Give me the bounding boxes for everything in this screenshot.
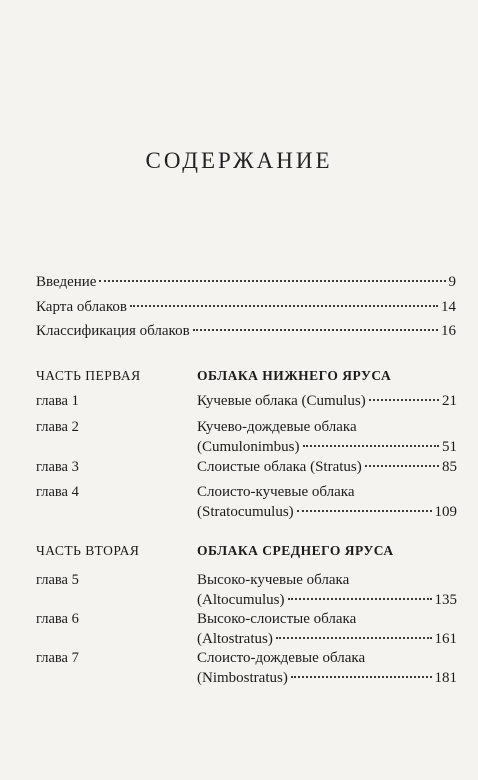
chapter-subtitle: (Stratocumulus) (197, 504, 294, 520)
chapter-subtitle: (Cumulonimbus) (197, 439, 300, 455)
chapter-entry[interactable] (197, 417, 457, 457)
chapter-title: Кучево-дождевые облака (197, 419, 357, 435)
toc-entry[interactable] (36, 321, 456, 341)
chapter-page: 135 (434, 592, 457, 608)
dot-leader (99, 280, 445, 282)
chapter-page: 109 (434, 504, 457, 520)
dot-leader (369, 399, 439, 401)
chapter-page: 21 (442, 393, 457, 409)
chapter-entry[interactable] (197, 482, 457, 522)
part-title: ОБЛАКА НИЖНЕГО ЯРУСА (197, 368, 392, 383)
chapter-label: глава 7 (36, 650, 79, 666)
chapter-label: глава 6 (36, 611, 79, 627)
chapter-title: Слоисто-дождевые облака (197, 650, 366, 666)
chapter-title: Высоко-слоистые облака (197, 611, 357, 627)
dot-leader (288, 598, 432, 600)
chapter-entry[interactable] (197, 570, 457, 610)
chapter-page: 85 (442, 459, 457, 475)
toc-entry-label: Карта облаков (36, 299, 127, 315)
chapter-title: Слоисто-кучевые облака (197, 484, 355, 500)
chapter-entry[interactable] (197, 457, 457, 477)
dot-leader (130, 305, 438, 307)
chapter-label: глава 5 (36, 572, 79, 588)
chapter-entry[interactable] (197, 391, 457, 411)
dot-leader (193, 329, 438, 331)
chapter-subtitle: (Altocumulus) (197, 592, 285, 608)
part-label: ЧАСТЬ ПЕРВАЯ (36, 368, 141, 383)
chapter-label: глава 1 (36, 393, 79, 409)
dot-leader (365, 465, 439, 467)
dot-leader (276, 637, 432, 639)
dot-leader (291, 676, 432, 678)
chapter-label: глава 2 (36, 419, 79, 435)
chapter-label: глава 3 (36, 459, 79, 475)
chapter-page: 161 (434, 631, 457, 647)
toc-entry-page: 14 (441, 299, 456, 315)
part-title: ОБЛАКА СРЕДНЕГО ЯРУСА (197, 543, 394, 558)
chapter-entry[interactable] (197, 609, 457, 649)
page-title: СОДЕРЖАНИЕ (145, 148, 333, 173)
toc-entry-label: Классификация облаков (36, 323, 190, 339)
dot-leader (297, 510, 432, 512)
toc-entry-page: 16 (441, 323, 456, 339)
toc-entry[interactable] (36, 272, 456, 292)
chapter-title: Слоистые облака (Stratus) (197, 459, 362, 475)
chapter-label: глава 4 (36, 484, 79, 500)
chapter-entry[interactable] (197, 648, 457, 688)
chapter-subtitle: (Altostratus) (197, 631, 273, 647)
chapter-subtitle: (Nimbostratus) (197, 670, 288, 686)
chapter-title: Высоко-кучевые облака (197, 572, 350, 588)
chapter-page: 181 (434, 670, 457, 686)
toc-entry[interactable] (36, 297, 456, 317)
dot-leader (303, 445, 439, 447)
part-label: ЧАСТЬ ВТОРАЯ (36, 543, 140, 558)
chapter-title: Кучевые облака (Cumulus) (197, 393, 366, 409)
chapter-page: 51 (442, 439, 457, 455)
toc-entry-label: Введение (36, 274, 97, 290)
toc-entry-page: 9 (448, 274, 456, 290)
